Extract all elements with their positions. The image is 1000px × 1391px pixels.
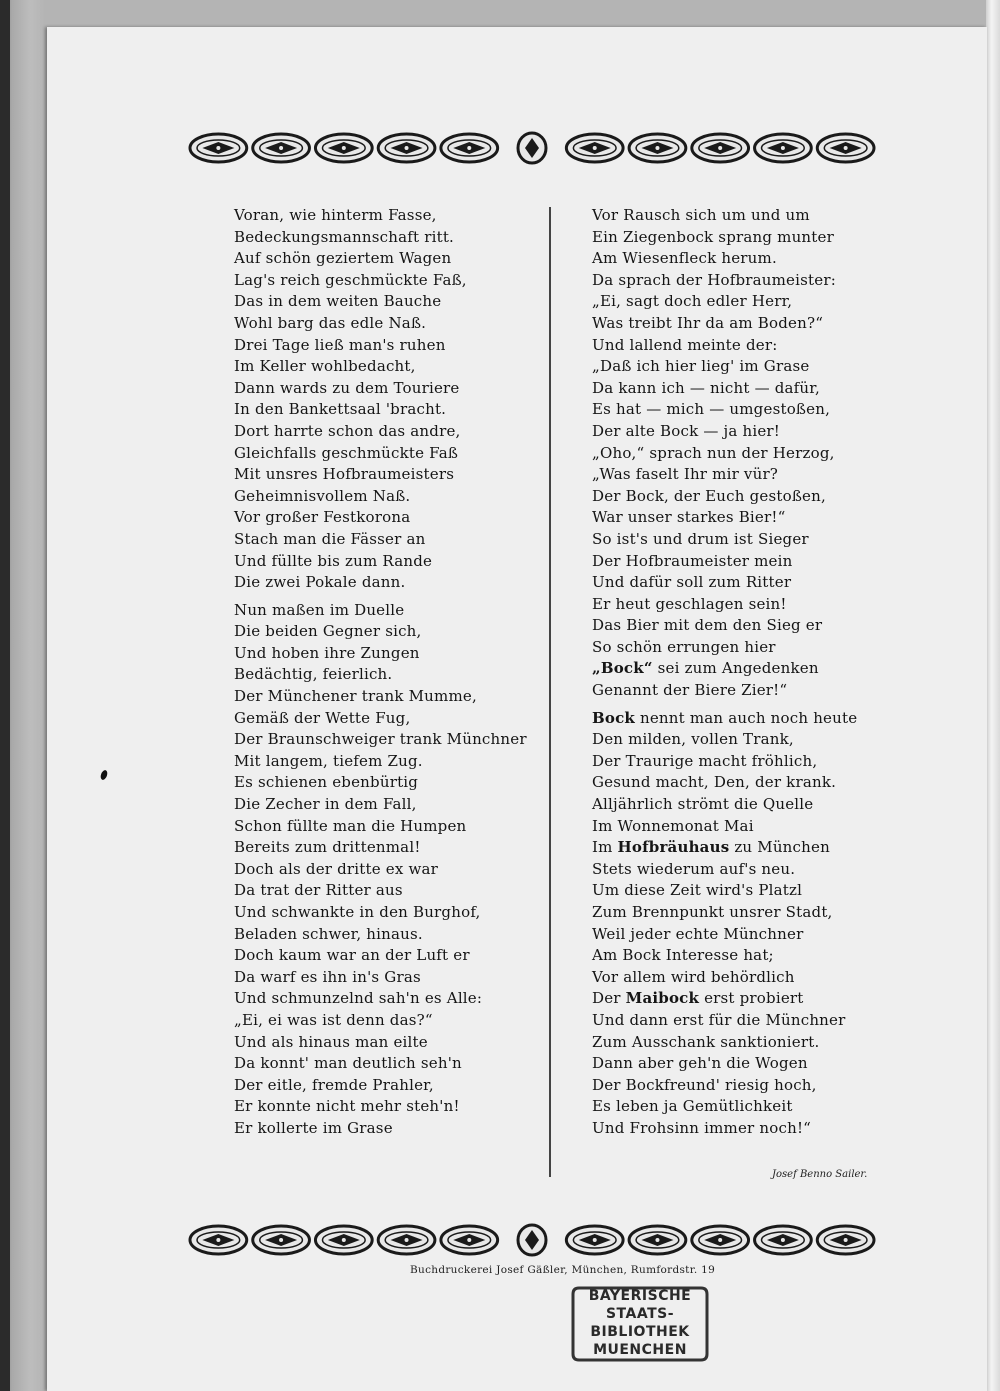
poem-line: Und lallend meinte der: xyxy=(592,335,778,354)
poem-line: Gleichfalls geschmückte Faß xyxy=(234,443,459,462)
poem-line: Die beiden Gegner sich, xyxy=(234,622,422,641)
poem-line: „Ei, sagt doch edler Herr, xyxy=(592,292,793,311)
poem-line: Auf schön geziertem Wagen xyxy=(234,249,452,268)
poem-line: Und dann erst für die Münchner xyxy=(592,1010,846,1029)
ornament-medallion xyxy=(190,134,247,162)
scan-edge-left xyxy=(0,0,10,1391)
poem-line: Nun maßen im Duelle xyxy=(234,600,405,619)
top-ornament-border xyxy=(187,131,877,165)
ornament-medallion xyxy=(518,1225,546,1255)
poem-line: Es leben ja Gemütlichkeit xyxy=(592,1097,793,1116)
poem-line: Da sprach der Hofbraumeister: xyxy=(592,270,836,289)
poem-line: Der eitle, fremde Prahler, xyxy=(234,1075,434,1094)
ornament-medallion xyxy=(817,1226,874,1254)
poem-line: Vor allem wird behördlich xyxy=(592,967,795,986)
poem-line: „Oho,“ sprach nun der Herzog, xyxy=(592,443,835,462)
ornament-medallion xyxy=(378,134,435,162)
poem-line: Dann aber geh'n die Wogen xyxy=(592,1054,808,1073)
ornament-medallion xyxy=(253,1226,310,1254)
poem-line: Genannt der Biere Zier!“ xyxy=(592,681,788,700)
poem-line: In den Bankettsaal 'bracht. xyxy=(234,400,447,419)
poem-line: Und schmunzelnd sah'n es Alle: xyxy=(234,989,483,1008)
ornament-medallion xyxy=(315,134,372,162)
poem-line: Da warf es ihn in's Gras xyxy=(234,967,421,986)
poem-left-column xyxy=(234,205,534,1140)
author-signature: Josef Benno Sailer. xyxy=(772,1169,868,1180)
poem-line: Voran, wie hinterm Fasse, xyxy=(234,206,437,224)
poem-line: Ein Ziegenbock sprang munter xyxy=(592,227,834,246)
bottom-ornament-border xyxy=(187,1223,877,1257)
poem-line: Es hat — mich — umgestoßen, xyxy=(592,400,831,419)
poem-line: Das in dem weiten Bauche xyxy=(234,292,442,311)
poem-line: Es schienen ebenbürtig xyxy=(234,773,419,792)
poem-line: „Daß ich hier lieg' im Grase xyxy=(592,357,810,376)
poem-line: Doch kaum war an der Luft er xyxy=(234,946,470,965)
document-page xyxy=(47,27,987,1391)
ornament-medallion xyxy=(566,134,623,162)
poem-line: Am Wiesenfleck herum. xyxy=(592,249,777,268)
poem-line: Die Zecher in dem Fall, xyxy=(234,795,417,814)
poem-line: Dort harrte schon das andre, xyxy=(234,421,461,440)
poem-line: Zum Brennpunkt unsrer Stadt, xyxy=(592,903,833,921)
ornament-medallion xyxy=(441,1226,498,1254)
poem-line: War unser starkes Bier!“ xyxy=(592,508,786,527)
poem-line: Er heut geschlagen sein! xyxy=(592,594,787,613)
poem-line: Im Keller wohlbedacht, xyxy=(234,357,416,376)
poem-line: Er konnte nicht mehr steh'n! xyxy=(234,1097,460,1116)
poem-line: Da konnt' man deutlich seh'n xyxy=(234,1054,462,1073)
library-stamp xyxy=(569,1284,711,1364)
poem-line: Geheimnisvollem Naß. xyxy=(234,486,411,505)
poem-line: Doch als der dritte ex war xyxy=(234,859,439,878)
poem-line: Vor Rausch sich um und um xyxy=(592,206,810,224)
poem-line: Da kann ich — nicht — dafür, xyxy=(592,378,820,397)
poem-line: Im Wonnemonat Mai xyxy=(592,816,754,835)
poem-line: „Ei, ei was ist denn das?“ xyxy=(234,1010,433,1029)
poem-line: Was treibt Ihr da am Boden?“ xyxy=(592,313,824,332)
poem-line: Mit langem, tiefem Zug. xyxy=(234,751,423,770)
poem-line: Der Traurige macht fröhlich, xyxy=(592,751,818,770)
ornament-medallion xyxy=(629,134,686,162)
stamp-line-4: MUENCHEN xyxy=(593,1342,687,1358)
ornament-medallion xyxy=(692,134,749,162)
poem-line: Und füllte bis zum Rande xyxy=(234,551,433,570)
poem-line: Der Bockfreund' riesig hoch, xyxy=(592,1075,817,1094)
poem-line: Der Münchener trank Mumme, xyxy=(234,687,477,706)
poem-line: Der Hofbraumeister mein xyxy=(592,551,793,570)
poem-line: Am Bock Interesse hat; xyxy=(592,946,774,965)
poem-line: So schön errungen hier xyxy=(592,637,776,656)
poem-line: Lag's reich geschmückte Faß, xyxy=(234,270,467,289)
poem-line: Und hoben ihre Zungen xyxy=(234,643,420,662)
poem-line: Gemäß der Wette Fug, xyxy=(234,708,411,727)
poem-line: Und schwankte in den Burghof, xyxy=(234,903,481,921)
ornament-medallion xyxy=(441,134,498,162)
poem-line: Um diese Zeit wird's Platzl xyxy=(592,881,803,900)
poem-line: Der Braunschweiger trank Münchner xyxy=(234,730,527,749)
ornament-medallion xyxy=(755,134,812,162)
poem-line: Er kollerte im Grase xyxy=(234,1118,393,1137)
poem-line: Da trat der Ritter aus xyxy=(234,881,403,900)
ornament-medallion xyxy=(518,133,546,163)
poem-line: Und als hinaus man eilte xyxy=(234,1032,428,1051)
poem-line: Die zwei Pokale dann. xyxy=(234,573,406,592)
poem-line: „Was faselt Ihr mir vür? xyxy=(592,465,779,484)
poem-line: Der Bock, der Euch gestoßen, xyxy=(592,486,826,505)
poem-line: „Bock“ sei zum Angedenken xyxy=(592,659,819,678)
stamp-line-3: BIBLIOTHEK xyxy=(590,1324,690,1340)
poem-line: Zum Ausschank sanktioniert. xyxy=(592,1032,820,1051)
poem-line: Bedeckungsmannschaft ritt. xyxy=(234,227,455,246)
poem-line: Drei Tage ließ man's ruhen xyxy=(234,335,446,354)
ornament-medallion xyxy=(629,1226,686,1254)
column-divider xyxy=(549,207,551,1177)
stamp-line-2: STAATS- xyxy=(605,1306,675,1322)
ornament-medallion xyxy=(190,1226,247,1254)
ornament-medallion xyxy=(692,1226,749,1254)
poem-line: Das Bier mit dem den Sieg er xyxy=(592,616,823,635)
poem-line: Vor großer Festkorona xyxy=(234,508,411,527)
poem-line: Gesund macht, Den, der krank. xyxy=(592,773,837,792)
stamp-line-1: BAYERISCHE xyxy=(588,1288,692,1304)
poem-line: Weil jeder echte Münchner xyxy=(592,924,804,943)
poem-line: Den milden, vollen Trank, xyxy=(592,730,794,749)
poem-line: So ist's und drum ist Sieger xyxy=(592,529,809,548)
poem-line: Beladen schwer, hinaus. xyxy=(234,924,423,943)
poem-line: Der alte Bock — ja hier! xyxy=(592,421,781,440)
poem-line: Alljährlich strömt die Quelle xyxy=(592,795,814,814)
poem-line: Und dafür soll zum Ritter xyxy=(592,573,792,592)
ornament-medallion xyxy=(755,1226,812,1254)
poem-line: Bereits zum drittenmal! xyxy=(234,838,421,857)
ornament-medallion xyxy=(817,134,874,162)
poem-line: Stets wiederum auf's neu. xyxy=(592,859,796,878)
poem-line: Mit unsres Hofbraumeisters xyxy=(234,465,455,484)
ornament-medallion xyxy=(566,1226,623,1254)
poem-line: Wohl barg das edle Naß. xyxy=(234,313,427,332)
poem-line: Bock nennt man auch noch heute xyxy=(592,708,858,727)
poem-line: Und Frohsinn immer noch!“ xyxy=(592,1118,812,1137)
ornament-medallion xyxy=(315,1226,372,1254)
poem-line: Im Hofbräuhaus zu München xyxy=(592,838,830,857)
ornament-medallion xyxy=(378,1226,435,1254)
poem-line: Dann wards zu dem Touriere xyxy=(234,378,460,397)
poem-line: Schon füllte man die Humpen xyxy=(234,816,467,835)
poem-line: Bedächtig, feierlich. xyxy=(234,665,393,684)
printer-imprint: Buchdruckerei Josef Gäßler, München, Rumfordstr. 19 xyxy=(410,1264,716,1276)
ornament-medallion xyxy=(253,134,310,162)
poem-right-column xyxy=(592,205,892,1140)
poem-line: Stach man die Fässer an xyxy=(234,529,426,548)
scan-edge-right xyxy=(986,0,1000,1391)
poem-line: Der Maibock erst probiert xyxy=(592,989,804,1008)
